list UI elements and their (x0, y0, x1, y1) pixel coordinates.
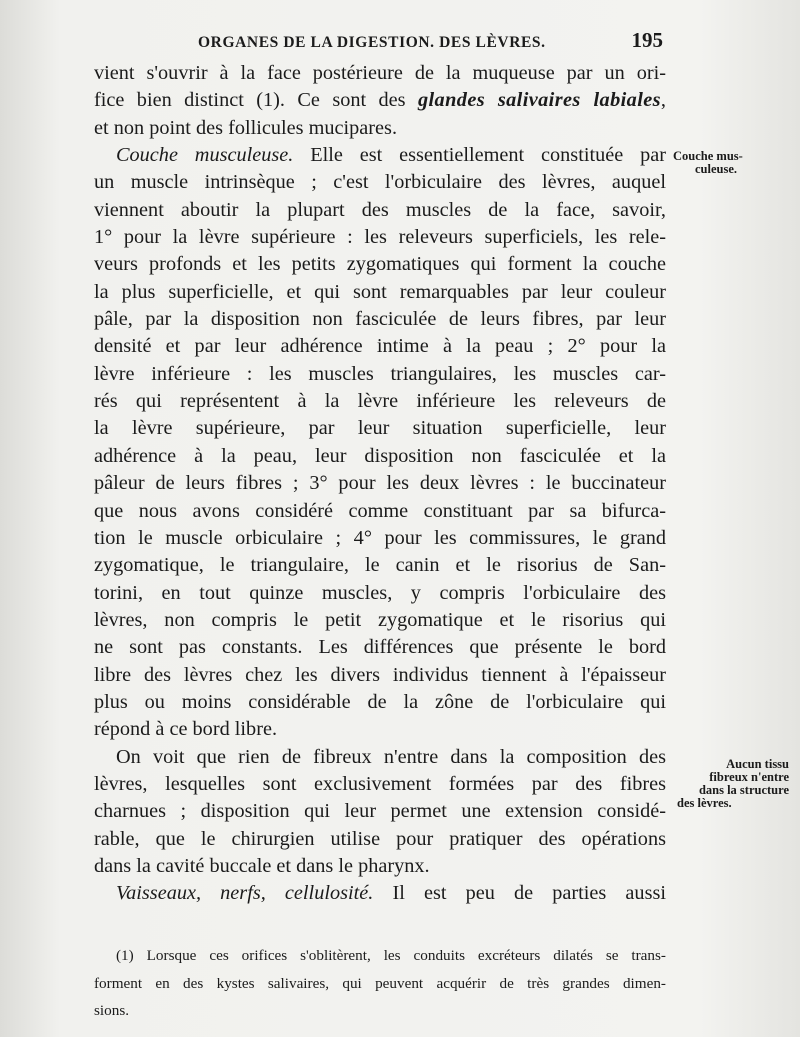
footnote (94, 942, 666, 1025)
text-line: pâle, par la disposition non fasciculée de leurs fibres, par leur (94, 308, 666, 331)
page-number: 195 (631, 28, 663, 52)
text-line: On voit que rien de fibreux n'entre dans la composition des (116, 745, 666, 768)
text-line: et non point des follicules mucipares. (94, 116, 398, 139)
footnote-line: (1) Lorsque ces orifices s'oblitèrent, les conduits excréteurs dilatés se trans- (116, 947, 666, 964)
margin-note-aucun-tissu (673, 758, 789, 810)
text-line: 1° pour la lèvre supérieure : les releveurs superficiels, les rele- (94, 226, 666, 249)
text-line: lèvre inférieure : les muscles triangulaires, les muscles car- (94, 362, 666, 385)
text-line: vient s'ouvrir à la face postérieure de la muqueuse par un ori- (94, 62, 666, 84)
header-title: ORGANES DE LA DIGESTION. DES LÈVRES. (198, 34, 546, 51)
margin-note-line: des lèvres. (677, 796, 732, 810)
main-text (94, 60, 666, 908)
text-line: adhérence à la peau, leur disposition non fasciculée et la (94, 444, 666, 467)
margin-note-line: Aucun tissu (726, 757, 789, 771)
text-line: pâleur de leurs fibres ; 3° pour les deux lèvres : le buccinateur (94, 472, 666, 495)
text-fragment: fice bien distinct (1). Ce sont des (94, 89, 418, 112)
text-line: tion le muscle orbiculaire ; 4° pour les commissures, le grand (94, 526, 666, 549)
text-line: charnues ; disposition qui leur permet une extension considé- (94, 800, 666, 823)
text-line: lèvres, lesquelles sont exclusivement formées par des fibres (94, 772, 666, 795)
margin-note-line: Couche mus- (673, 149, 743, 163)
text-line: rés qui représentent à la lèvre inférieure les releveurs de (94, 390, 666, 413)
text-line (94, 142, 666, 169)
text-line (94, 880, 666, 907)
margin-note-line: dans la structure (698, 783, 789, 797)
text-line: répond à ce bord libre. (94, 718, 278, 741)
text-line: lèvres, non compris le petit zygomatique et le risorius qui (94, 608, 666, 631)
paragraph-vaisseaux (94, 880, 666, 907)
footnote-line: forment en des kystes salivaires, qui peuvent acquérir de très grandes dimen- (94, 974, 666, 992)
text-line: libre des lèvres chez les divers individus tiennent à l'épaisseur (94, 663, 666, 686)
term-glandes-salivaires: glandes salivaires labiales (417, 89, 661, 112)
text-fragment: , (660, 89, 666, 112)
paragraph-glands (94, 60, 666, 142)
section-lead-vaisseaux: Vaisseaux, nerfs, cellulosité. (116, 882, 374, 905)
text-line: la lèvre supérieure, par leur situation superficielle, leur (94, 417, 666, 440)
footnote-line: sions. (94, 1002, 130, 1019)
text-line: que nous avons considéré comme constituant par sa bifurca- (94, 499, 666, 522)
text-fragment: Elle est essentiellement constituée par (293, 144, 666, 167)
text-line: torini, en tout quinze muscles, y compris l'orbiculaire des (94, 581, 666, 604)
running-header (198, 28, 663, 53)
text-line: la plus superficielle, et qui sont remarquables par leur couleur (94, 280, 666, 303)
text-line: veurs profonds et les petits zygomatiques qui forment la couche (94, 253, 666, 276)
text-line: viennent aboutir la plupart des muscles de la face, savoir, (94, 198, 666, 221)
paragraph-couche-musculeuse (94, 142, 666, 744)
section-lead-couche: Couche musculeuse. (116, 144, 294, 167)
margin-note-line: culeuse. (695, 162, 738, 176)
text-line: un muscle intrinsèque ; c'est l'orbiculaire des lèvres, auquel (94, 171, 666, 194)
text-line (94, 87, 666, 114)
text-line: zygomatique, le triangulaire, le canin et le risorius de San- (94, 554, 666, 577)
text-fragment: Il est peu de parties aussi (373, 882, 666, 905)
margin-note-line: fibreux n'entre (709, 770, 789, 784)
text-line: ne sont pas constants. Les différences que présente le bord (94, 636, 666, 659)
margin-note-couche-musculeuse (673, 150, 789, 176)
text-line: densité et par leur adhérence intime à la peau ; 2° pour la (94, 335, 666, 358)
paragraph-fibreux (94, 744, 666, 881)
text-line: rable, que le chirurgien utilise pour pratiquer des opérations (94, 827, 666, 850)
text-line: dans la cavité buccale et dans le pharynx. (94, 854, 430, 877)
text-line: plus ou moins considérable de la zône de l'orbiculaire qui (94, 690, 666, 713)
